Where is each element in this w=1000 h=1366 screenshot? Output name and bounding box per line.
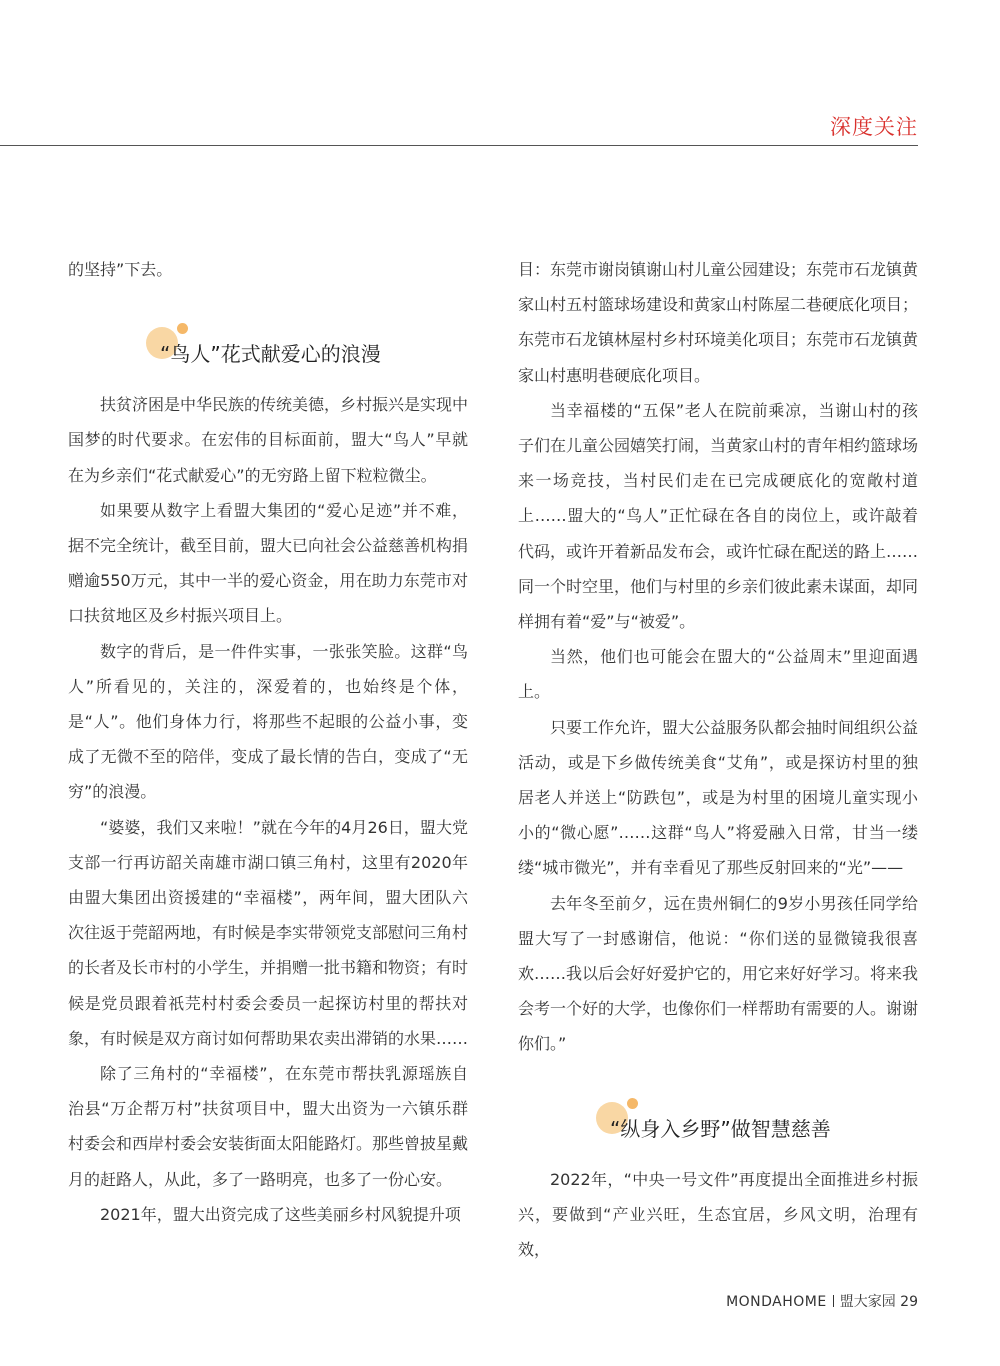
paragraph: 只要工作允许，盟大公益服务队都会抽时间组织公益活动，或是下乡做传统美食“艾角”，或是探访村里的独居老人并送上“防跌包”，或是为村里的困境儿童实现小小的“微心愿”……这群“鸟人”将爱融入日常，甘当一缕缕“城市微光”，并有幸看见了那些反射回来的“光”—— (518, 717, 919, 878)
article-column-right (518, 252, 918, 1267)
paragraph: 扶贫济困是中华民族的传统美德，乡村振兴是实现中国梦的时代要求。在宏伟的目标面前，盟大“鸟人”早就在为乡亲们“花式献爱心”的无穷路上留下粒粒微尘。 (68, 395, 469, 485)
heading-decor-dot (627, 1098, 638, 1109)
page-footer (726, 1291, 918, 1311)
paragraph: 去年冬至前夕，远在贵州铜仁的9岁小男孩任同学给盟大写了一封感谢信，他说：“你们送的显微镜我很喜欢……我以后会好好爱护它的，用它来好好学习。将来我会考一个好的大学，也像你们一样帮助有需要的人。谢谢你们。” (518, 893, 919, 1054)
heading-title: “纵身入乡野”做智慧慈善 (610, 1116, 831, 1141)
paragraph: “婆婆，我们又来啦！”就在今年的4月26日，盟大党支部一行再访韶关南雄市湖口镇三角村，这里有2020年由盟大集团出资援建的“幸福楼”，两年间，盟大团队六次往返于莞韶两地，有时候是李实带领党支部慰问三角村的长者及长市村的小学生，并捐赠一批书籍和物资；有时候是党员跟着祇芫村村委会委员一起探访村里的帮扶对象，有时候是双方商讨如何帮助果农卖出滞销的水果…… (68, 817, 469, 1048)
footer-divider (833, 1295, 834, 1307)
paragraph: 2021年，盟大出资完成了这些美丽乡村风貌提升项 (100, 1204, 461, 1224)
heading-title: “鸟人”花式献爱心的浪漫 (160, 342, 381, 367)
heading-decor-dot (177, 323, 188, 334)
footer-brand: MONDAHOME (726, 1294, 827, 1310)
paragraph: 目：东莞市谢岗镇谢山村儿童公园建设；东莞市石龙镇黄家山村五村篮球场建设和黄家山村陈屋二巷硬底化项目；东莞市石龙镇林屋村乡村环境美化项目；东莞市石龙镇黄家山村惠明巷硬底化项目。 (518, 260, 919, 385)
paragraph: 除了三角村的“幸福楼”，在东莞市帮扶乳源瑶族自治县“万企帮万村”扶贫项目中，盟大出资为一六镇乐群村委会和西岸村委会安装街面太阳能路灯。那些曾披星戴月的赶路人，从此，多了一路明亮，也多了一份心安。 (68, 1064, 469, 1189)
article-column-left (68, 252, 468, 1232)
paragraph: 当幸福楼的“五保”老人在院前乘凉，当谢山村的孩子们在儿童公园嬉笑打闹，当黄家山村的青年相约篮球场来一场竞技，当村民们走在已完成硬底化的宽敞村道上……盟大的“鸟人”正忙碌在各自的岗位上，或许敲着代码，或许开着新品发布会，或许忙碌在配送的路上……同一个时空里，他们与村里的乡亲们彼此素未谋面，却同样拥有着“爱”与“被爱”。 (518, 400, 919, 632)
paragraph: 的坚持”下去。 (68, 260, 173, 279)
header-rule (0, 145, 918, 146)
paragraph: 数字的背后，是一件件实事，一张张笑脸。这群“鸟人”所看见的，关注的，深爱着的，也始终是个体，是“人”。他们身体力行，将那些不起眼的公益小事，变成了无微不至的陪伴，变成了最长情的告白，变成了“无穷”的浪漫。 (68, 641, 468, 802)
paragraph: 当然，他们也可能会在盟大的“公益周末”里迎面遇上。 (518, 647, 918, 702)
paragraph: 如果要从数字上看盟大集团的“爱心足迹”并不难，据不完全统计，截至目前，盟大已向社会公益慈善机构捐赠逾550万元，其中一半的爱心资金，用在助力东莞市对口扶贫地区及乡村振兴项目上。 (68, 500, 469, 626)
section-heading-2 (518, 1062, 918, 1162)
page-number: 29 (900, 1294, 918, 1310)
section-heading-1 (68, 287, 468, 387)
paragraph: 2022年，“中央一号文件”再度提出全面推进乡村振兴，要做到“产业兴旺，生态宜居，乡风文明，治理有效， (518, 1169, 918, 1260)
footer-magazine-name: 盟大家园 (839, 1294, 896, 1310)
section-label: 深度关注 (830, 115, 918, 139)
